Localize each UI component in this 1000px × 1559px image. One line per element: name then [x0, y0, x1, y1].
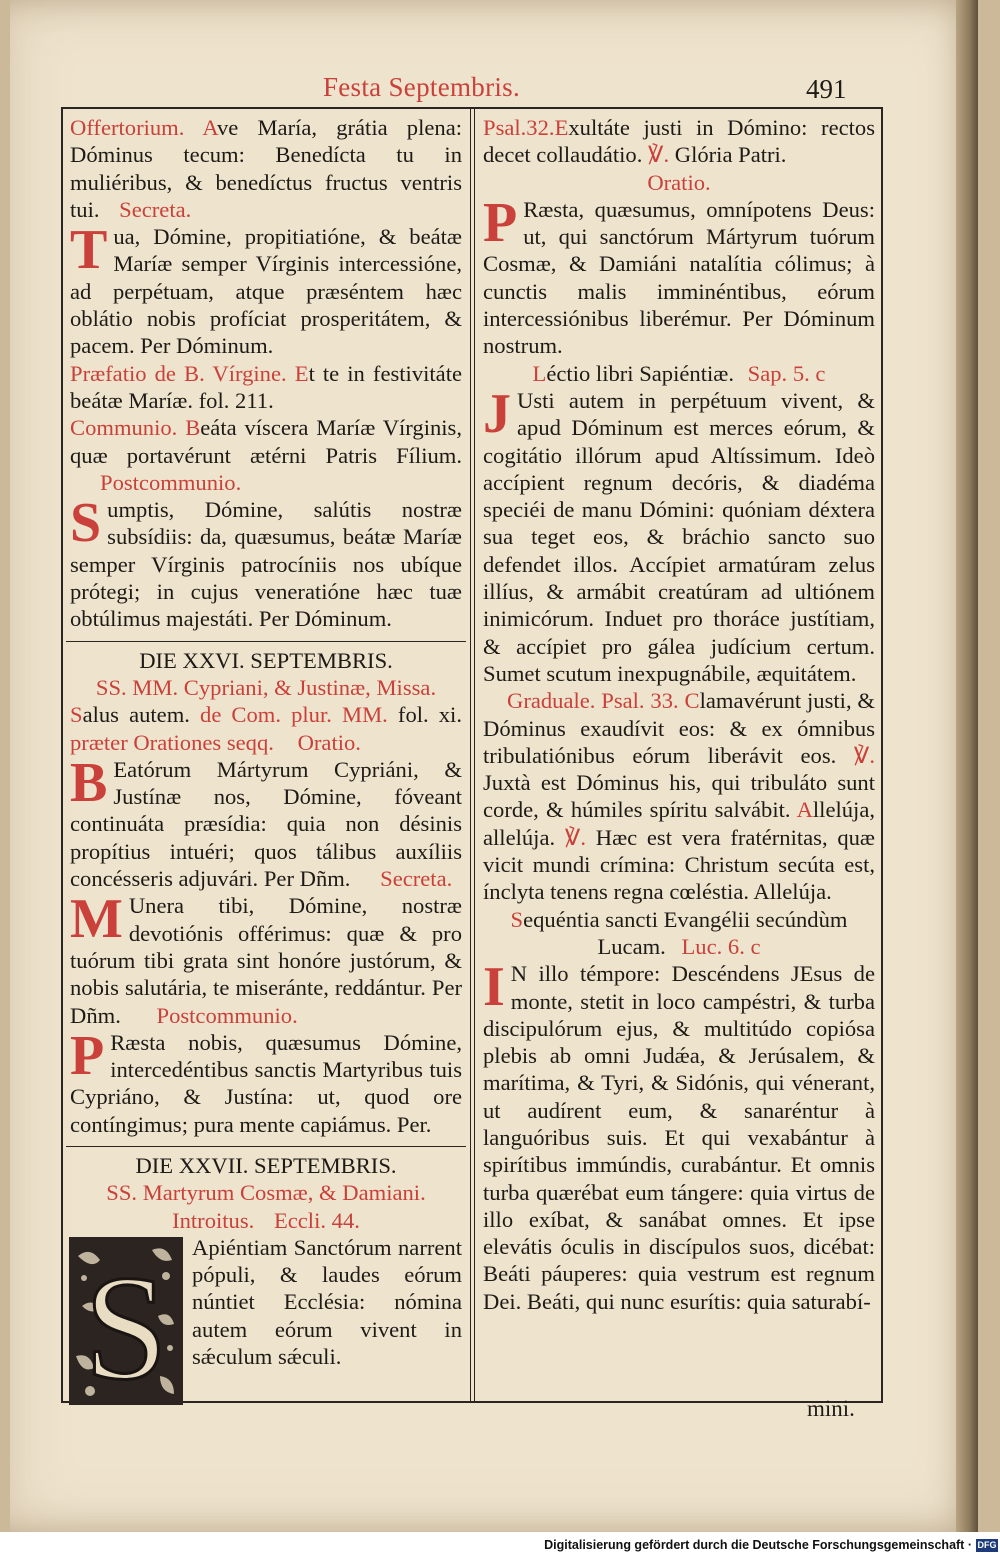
die-26-postcommunio	[70, 1024, 462, 1138]
die-26-salus	[70, 701, 462, 756]
oratio-heading: Oratio.	[647, 169, 711, 195]
secreta-text: ua, Dómine, propitiatióne, & beátæ Maríæ semper Vírginis intercessióne, ad perpétuam, atque præséntem hæc oblátio nobis profíciat prosperitátem, & pacem. Per Dóminum.	[70, 224, 462, 359]
page-edge	[956, 0, 978, 1532]
psalm-verse	[483, 114, 875, 169]
gloria-text: Glória Patri.	[674, 142, 787, 168]
offertorium-label: Offertorium.	[70, 115, 185, 140]
section-rule-2	[66, 1146, 466, 1147]
oratio-prayer	[483, 191, 875, 360]
page-number: 491	[806, 74, 847, 104]
introitus-text-block	[70, 1234, 462, 1406]
die-26-secreta	[70, 888, 462, 1028]
introitus-ref: Eccli. 44.	[273, 1207, 360, 1233]
lectio-initial: L	[532, 360, 547, 386]
secreta-prayer	[70, 219, 462, 359]
oratio-initial: B	[70, 751, 108, 814]
lectio-text-initial: J	[483, 382, 511, 445]
lectio-heading	[483, 360, 875, 387]
die-26-secreta-label: Secreta.	[380, 866, 453, 892]
footer-credit: Digitalisierung gefördert durch die Deutsche Forschungsgemeinschaft ·	[544, 1538, 972, 1552]
oratio-prayer-text: Ræsta, quæsumus, omnípotens Deus: ut, qui sanctórum Mártyrum tuórum Cosmæ, & Damiáni natalítia cólimus; à cunctis malis imminéntibus, eórum intercessiónibus liberémur. Per Dóminum nostrum.	[483, 196, 875, 359]
evangelium-text: N illo témpore: Descéndens JEsus de monte, stetit in loco campéstri, & turba discipulórum ejus, & multitúdo copiósa plebis ab omni Judǽa, & Jerúsalem, & marítima, & Tyri, & Sidónis, qui vénerant, ut audírent eum, & sanaréntur à languóribus suis. Et qui vexabántur à spirítibus immúndis, curabántur. Et omnis turba quærébat eum tángere: quia virtus de illo exíbat, & sanábat omnes. Et ipse elevátis óculis in discípulos suos, dicébat: Beáti páuperes: quia vestrum est regnum Dei. Beáti, qui nunc esurítis: quia saturabí-	[483, 961, 875, 1314]
graduale-label: Graduale. Psal. 33.	[507, 688, 679, 714]
versicle-icon-3: ℣.	[564, 824, 586, 850]
communio-label: Communio.	[70, 415, 178, 441]
evangelium-ref: Luc. 6. c	[681, 933, 761, 959]
running-title: Festa Septembris.	[322, 72, 521, 102]
die-26-post-label: Postcommunio.	[156, 1002, 298, 1028]
woodcut-initial-s	[68, 1236, 184, 1406]
die-26-heading: DIE XXVI. SEPTEMBRIS.	[139, 647, 393, 673]
offertorium-initial: A	[202, 115, 217, 140]
versicle-icon: ℣.	[648, 142, 670, 168]
lectio-text: Usti autem in perpétuum vivent, & apud Dóminum est merces eórum, & cogitátio illórum apud Altíssimum. Ideò accípient regnum decóris, & diadéma speciéi de manu Dómini: quóniam déxtera sua teget eos, & bráchio sancto suo defendet illos. Accípiet armatúram zelus illíus, & armábit creatúram ad ultiónem inimicórum. Induet pro thoráce justítiam, & accípiet pro gálea judícium certum. Sumet scutum inexpugnábile, æquitátem.	[483, 387, 875, 686]
postcommunio-initial: S	[70, 492, 102, 555]
postcommunio-prayer	[70, 492, 462, 632]
die-26-saints: SS. MM. Cypriani, & Justinæ, Missa.	[95, 674, 437, 700]
evangelium-line-1: equéntia sancti Evangélii secúndùm	[523, 906, 848, 932]
evangelium-line-2: Lucam.	[597, 933, 666, 959]
introitus-line	[70, 1207, 462, 1234]
die-26-secreta-text: Unera tibi, Dómine, nostræ devotiónis offérimus: quæ & pro tuórum tibi grata sint honóre justórum, & nobis salutária, te miseránte, reddántur. Per Dñm.	[70, 893, 462, 1028]
oratio-initial-p: P	[483, 191, 518, 254]
dfg-logo-icon: DFG	[977, 1540, 997, 1550]
offertorium-text: ve María, grátia plena: Dóminus tecum: Benedícta tu in muliéribus, & benedíctus fructus ventris tui.	[70, 115, 462, 222]
evangelium-heading-2	[483, 933, 875, 960]
evangelium-heading	[483, 906, 875, 933]
praefatio-initial: E	[294, 360, 309, 386]
praeter-label: præter Orationes seqq.	[70, 729, 274, 755]
woodcut-letter: S	[84, 1244, 168, 1406]
introitus-label: Introitus.	[172, 1207, 255, 1233]
praefatio	[70, 360, 462, 415]
section-rule	[66, 641, 466, 642]
left-column	[70, 114, 462, 1406]
lectio-label: éctio libri Sapiéntiæ.	[546, 360, 734, 386]
footer-bar	[0, 1532, 1000, 1559]
evangelium-text-block	[483, 956, 875, 1315]
postcommunio-label: Postcommunio.	[100, 469, 242, 495]
oratio-text: Eatórum Mártyrum Cypriáni, & Justínæ nos, Dómine, fóveant continuáta præsídia: quia non désinis propítius intuéri; quos tálibus auxíliis concésseris adjuvári. Per Dñm.	[70, 756, 462, 892]
salus-initial: S	[70, 702, 83, 728]
die-26-post-initial: P	[70, 1024, 105, 1087]
communio	[70, 414, 462, 496]
communio-text: eáta víscera Maríæ Vírginis, quæ portavérunt ætérni Patris Fílium.	[70, 415, 462, 468]
offertorium	[70, 114, 462, 223]
graduale-text-3: Hæc est vera fratérnitas, quæ vicit mundi crímina: Christum secúta est, ínclyta tenens regna cœléstia. Allelúja.	[483, 824, 875, 905]
die-27-saints: SS. Martyrum Cosmæ, & Damiani.	[106, 1180, 426, 1206]
salus-fol: fol. xi.	[397, 702, 462, 728]
introitus-text: Apiéntiam Sanctórum narrent pópuli, & laudes eórum núntiet Ecclésia: nómina autem eórum vivent in sǽculum sǽculi.	[192, 1234, 462, 1370]
lectio-text-block	[483, 382, 875, 687]
right-column	[483, 114, 875, 1315]
versicle-icon-2: ℣.	[853, 742, 875, 768]
die-26-secreta-initial: M	[70, 888, 123, 951]
alleluia-text: llelúja, allelúja.	[483, 797, 876, 850]
graduale-text: lamavérunt justi, & Dóminus exaudívit eos: & ex ómnibus tribulatiónibus eórum liberávit eos.	[483, 688, 875, 768]
salus-ref: de Com. plur. MM.	[200, 702, 388, 728]
graduale-text-2: Juxtà est Dóminus his, qui tribuláto sunt corde, & húmiles spíritu salvábit.	[483, 770, 875, 823]
praefatio-label: Præfatio de B. Vírgine.	[70, 360, 287, 386]
graduale-initial: C	[684, 688, 700, 714]
praefatio-text: t te in festivitáte beátæ Maríæ. fol. 211.	[70, 360, 463, 413]
evangelium-text-initial: I	[483, 956, 505, 1019]
salus-text: alus autem.	[82, 702, 190, 728]
die-26-post-text: Ræsta nobis, quæsumus Dómine, intercedéntibus sanctis Martyribus tuis Cypriáno, & Justína: ut, quod ore contíngimus; pura mente capiámus. Per.	[70, 1029, 462, 1137]
die-26-oratio	[70, 751, 462, 892]
communio-initial: B	[185, 415, 201, 441]
alleluia-initial: A	[796, 797, 813, 823]
evangelium-initial: S	[510, 906, 524, 932]
lectio-ref: Sap. 5. c	[747, 360, 826, 386]
secreta-initial: T	[70, 219, 108, 282]
secreta-label: Secreta.	[119, 196, 192, 222]
psalm-text: xultáte justi in Dómino: rectos decet collaudátio.	[483, 115, 875, 168]
oratio-label: Oratio.	[297, 729, 361, 755]
psalm-initial: E	[554, 115, 569, 140]
postcommunio-text: umptis, Dómine, salútis nostræ subsídiis: da, quæsumus, beátæ Maríæ semper Vírginis patrocíniis nos ubíque prótegi; in cujus veneratióne hæc tuæ obtúlimus majestáti. Per Dóminum.	[70, 497, 462, 632]
die-27-heading: DIE XXVII. SEPTEMBRIS.	[135, 1152, 397, 1178]
column-rule	[470, 107, 475, 1403]
graduale	[483, 687, 875, 905]
psalm-ref: Psal.32.	[483, 115, 555, 140]
catchword: mini.	[807, 1396, 855, 1421]
